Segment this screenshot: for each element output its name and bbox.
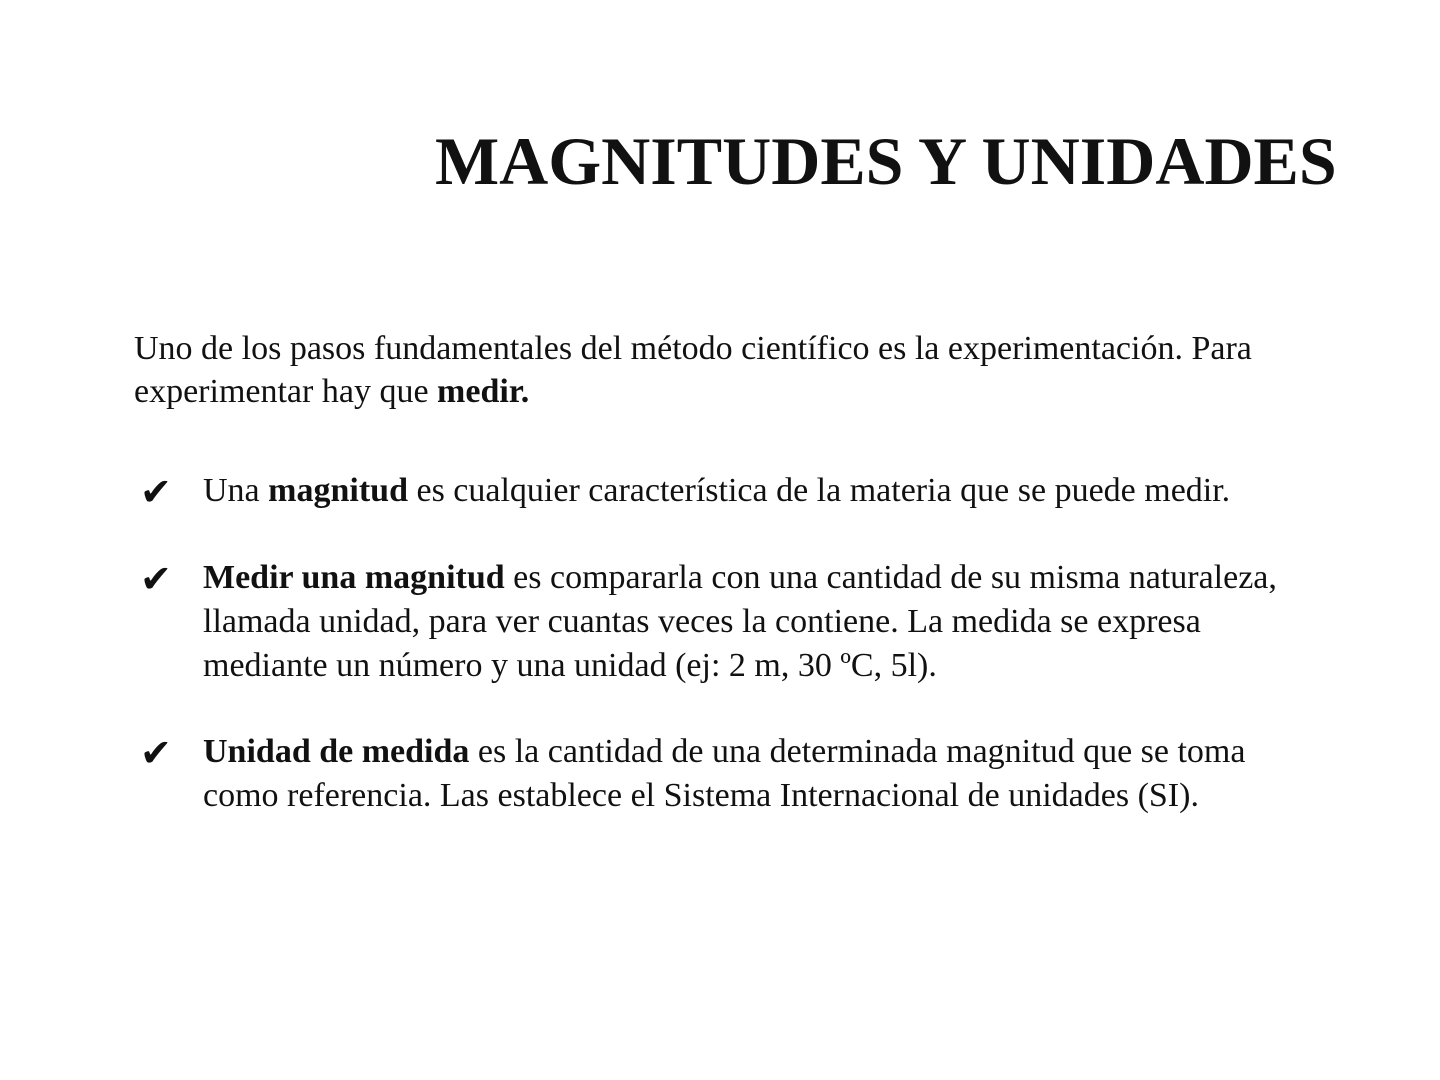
checkmark-icon: ✔ xyxy=(140,470,172,514)
checkmark-icon: ✔ xyxy=(140,557,172,601)
bullet-text: Una xyxy=(203,472,269,509)
bullet-bold: magnitud xyxy=(268,472,408,509)
bullet-2-line-3: mediante un número y una unidad (ej: 2 m, 30 ºC, 5l). xyxy=(203,647,937,684)
intro-line-1: Uno de los pasos fundamentales del método científico es la experimentación. Para xyxy=(134,330,1252,367)
bullet-bold: Medir una magnitud xyxy=(203,559,505,596)
bullet-text: es cualquier característica de la materia que se puede medir. xyxy=(407,472,1231,509)
bullet-3-line-2: como referencia. Las establece el Sistema Internacional de unidades (SI). xyxy=(203,777,1199,814)
intro-line-2 xyxy=(134,370,529,414)
intro-text: experimentar hay que xyxy=(134,373,438,410)
bullet-2-line-1 xyxy=(203,556,1277,600)
bullet-bold: Unidad de medida xyxy=(203,733,470,770)
bullet-text: es compararla con una cantidad de su misma naturaleza, xyxy=(504,559,1277,596)
bullet-1 xyxy=(203,469,1230,513)
intro-bold: medir. xyxy=(437,373,530,410)
checkmark-icon: ✔ xyxy=(140,731,172,775)
page-title: MAGNITUDES Y UNIDADES xyxy=(435,123,1337,199)
bullet-2-line-2: llamada unidad, para ver cuantas veces la contiene. La medida se expresa xyxy=(203,603,1201,640)
bullet-text: es la cantidad de una determinada magnitud que se toma xyxy=(469,733,1246,770)
bullet-3-line-1 xyxy=(203,730,1245,774)
